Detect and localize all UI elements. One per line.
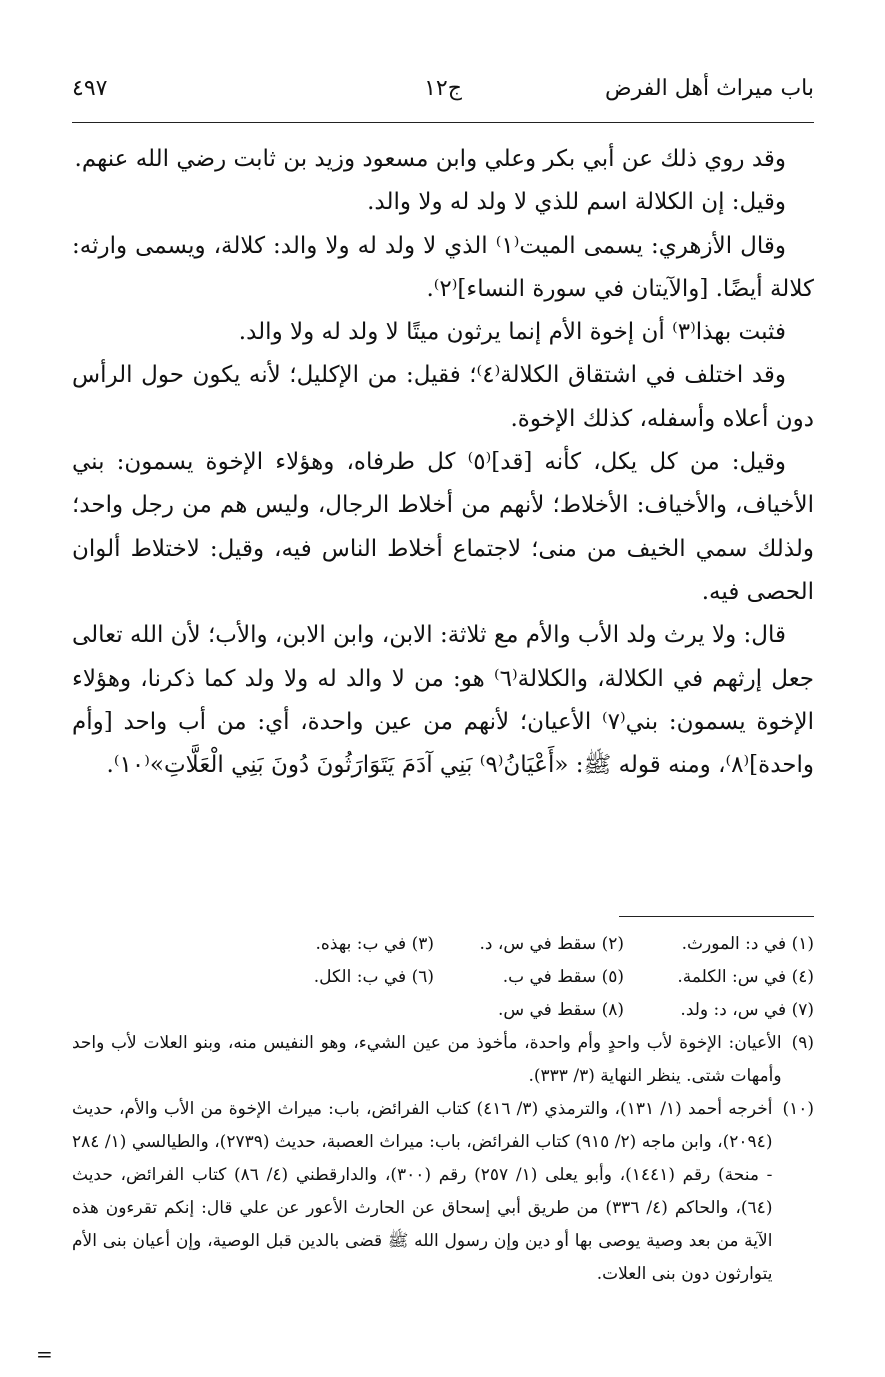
footnote-row: [72, 961, 814, 994]
paragraph: وقيل: من كل يكل، كأنه [قد]⁽٥⁾ كل طرفاه، وهؤلاء الإخوة يسمون: بني الأخياف، والأخياف: الأخلاط؛ لأنهم من أخلاط الرجال، وليس هم من رجل واحد؛ ولذلك سمي الخيف من منى؛ لاجتماع أخلاط الناس فيه، وقيل: لاختلاط ألوان الحصى فيه.: [72, 449, 814, 605]
paragraph: قال: ولا يرث ولد الأب والأم مع ثلاثة: الابن، وابن الابن، والأب؛ لأن الله تعالى جعل إرثهم في الكلالة، والكلالة⁽٦⁾ هو: من لا والد له ولا ولد كما ذكرنا، وهؤلاء الإخوة يسمون: بني⁽٧⁾ الأعيان؛ لأنهم من عين واحدة، أي: من أب واحد [وأم واحدة]⁽٨⁾، ومنه قوله ﷺ: «أَعْيَانُ⁽٩⁾ بَنِي آدَمَ يَتَوَارَثُونَ دُونَ بَنِي الْعَلَّاتِ»⁽١٠⁾.: [72, 622, 815, 779]
paragraph: وقال الأزهري: يسمى الميت⁽١⁾ الذي لا ولد له ولا والد: كلالة، ويسمى وارثه: كلالة أيضًا. [والآيتان في سورة النساء]⁽٢⁾.: [72, 232, 814, 302]
footnote: (١) في د: المورث.: [681, 934, 814, 954]
paragraph: وقد روي ذلك عن أبي بكر وعلي وابن مسعود وزيد بن ثابت رضي الله عنهم.: [74, 146, 786, 172]
header-rule: [72, 122, 814, 123]
footnote-long: [72, 1093, 814, 1291]
running-header: [72, 72, 814, 114]
footnote: (٦) في ب: الكل.: [313, 967, 434, 987]
margin-marker: =: [36, 1342, 53, 1366]
paragraph: وقيل: إن الكلالة اسم للذي لا ولد له ولا والد.: [367, 189, 786, 216]
paragraph: فثبت بهذا⁽٣⁾ أن إخوة الأم إنما يرثون ميتًا لا ولد له ولا والد.: [238, 319, 786, 346]
footnote: (٥) سقط في ب.: [502, 967, 624, 987]
chapter-title: باب ميراث أهل الفرض: [605, 76, 814, 101]
footnote-row: [72, 928, 814, 961]
page-number: ٤٩٧: [72, 76, 108, 101]
footnote-text: أخرجه أحمد (١/ ١٣١)، والترمذي (٣/ ٤١٦) كتاب الفرائض، باب: ميراث الإخوة من الأب والأم، حديث (٢٠٩٤)، وابن ماجه (٢/ ٩١٥) كتاب الفرائض، باب: ميراث العصبة، حديث (٢٧٣٩)، والطيالسي (١/ ٢٨٤ - منحة) رقم (١٤٤١)، وأبو يعلى (١/ ٢٥٧) رقم (٣٠٠)، والدارقطني (٤/ ٨٦) كتاب الفرائض، حديث (٦٤)، والحاكم (٤/ ٣٣٦) من طريق أبي إسحاق عن الحارث الأعور عن علي قال: إنكم تقرءون هذه الآية من بعد وصية يوصى بها أو دين وإن رسول الله ﷺ قضى بالدين قبل الوصية، وإن أعيان بنى الأم يتوارثون دون بنى العلات.: [72, 1099, 773, 1284]
footnote: (٣) في ب: بهذه.: [315, 934, 434, 954]
footnote-number: (٩): [791, 1033, 814, 1053]
main-text: [72, 138, 814, 787]
book-page: [36, 72, 815, 1366]
footnote-separator: [619, 916, 814, 917]
volume-label: ج١٢: [424, 76, 462, 101]
footnote: (٧) في س، د: ولد.: [680, 1000, 814, 1020]
footnotes: [72, 928, 814, 1291]
footnote: (٤) في س: الكلمة.: [677, 967, 814, 987]
footnote: (٢) سقط في س، د.: [479, 934, 624, 954]
paragraph: وقد اختلف في اشتقاق الكلالة⁽٤⁾؛ فقيل: من الإكليل؛ لأنه يكون حول الرأس دون أعلاه وأسفله، كذلك الإخوة.: [72, 362, 814, 432]
footnote-number: (١٠): [782, 1099, 814, 1119]
footnote-row: [72, 994, 814, 1027]
footnote-text: الأعيان: الإخوة لأب واحدٍ وأم واحدة، مأخوذ من عين الشيء، وهو النفيس منه، وبنو العلات لأب واحد وأمهات شتى. ينظر النهاية (٣/ ٣٣٣).: [72, 1033, 782, 1086]
footnote: (٨) سقط في س.: [497, 1000, 624, 1020]
footnote-long: [72, 1027, 814, 1093]
